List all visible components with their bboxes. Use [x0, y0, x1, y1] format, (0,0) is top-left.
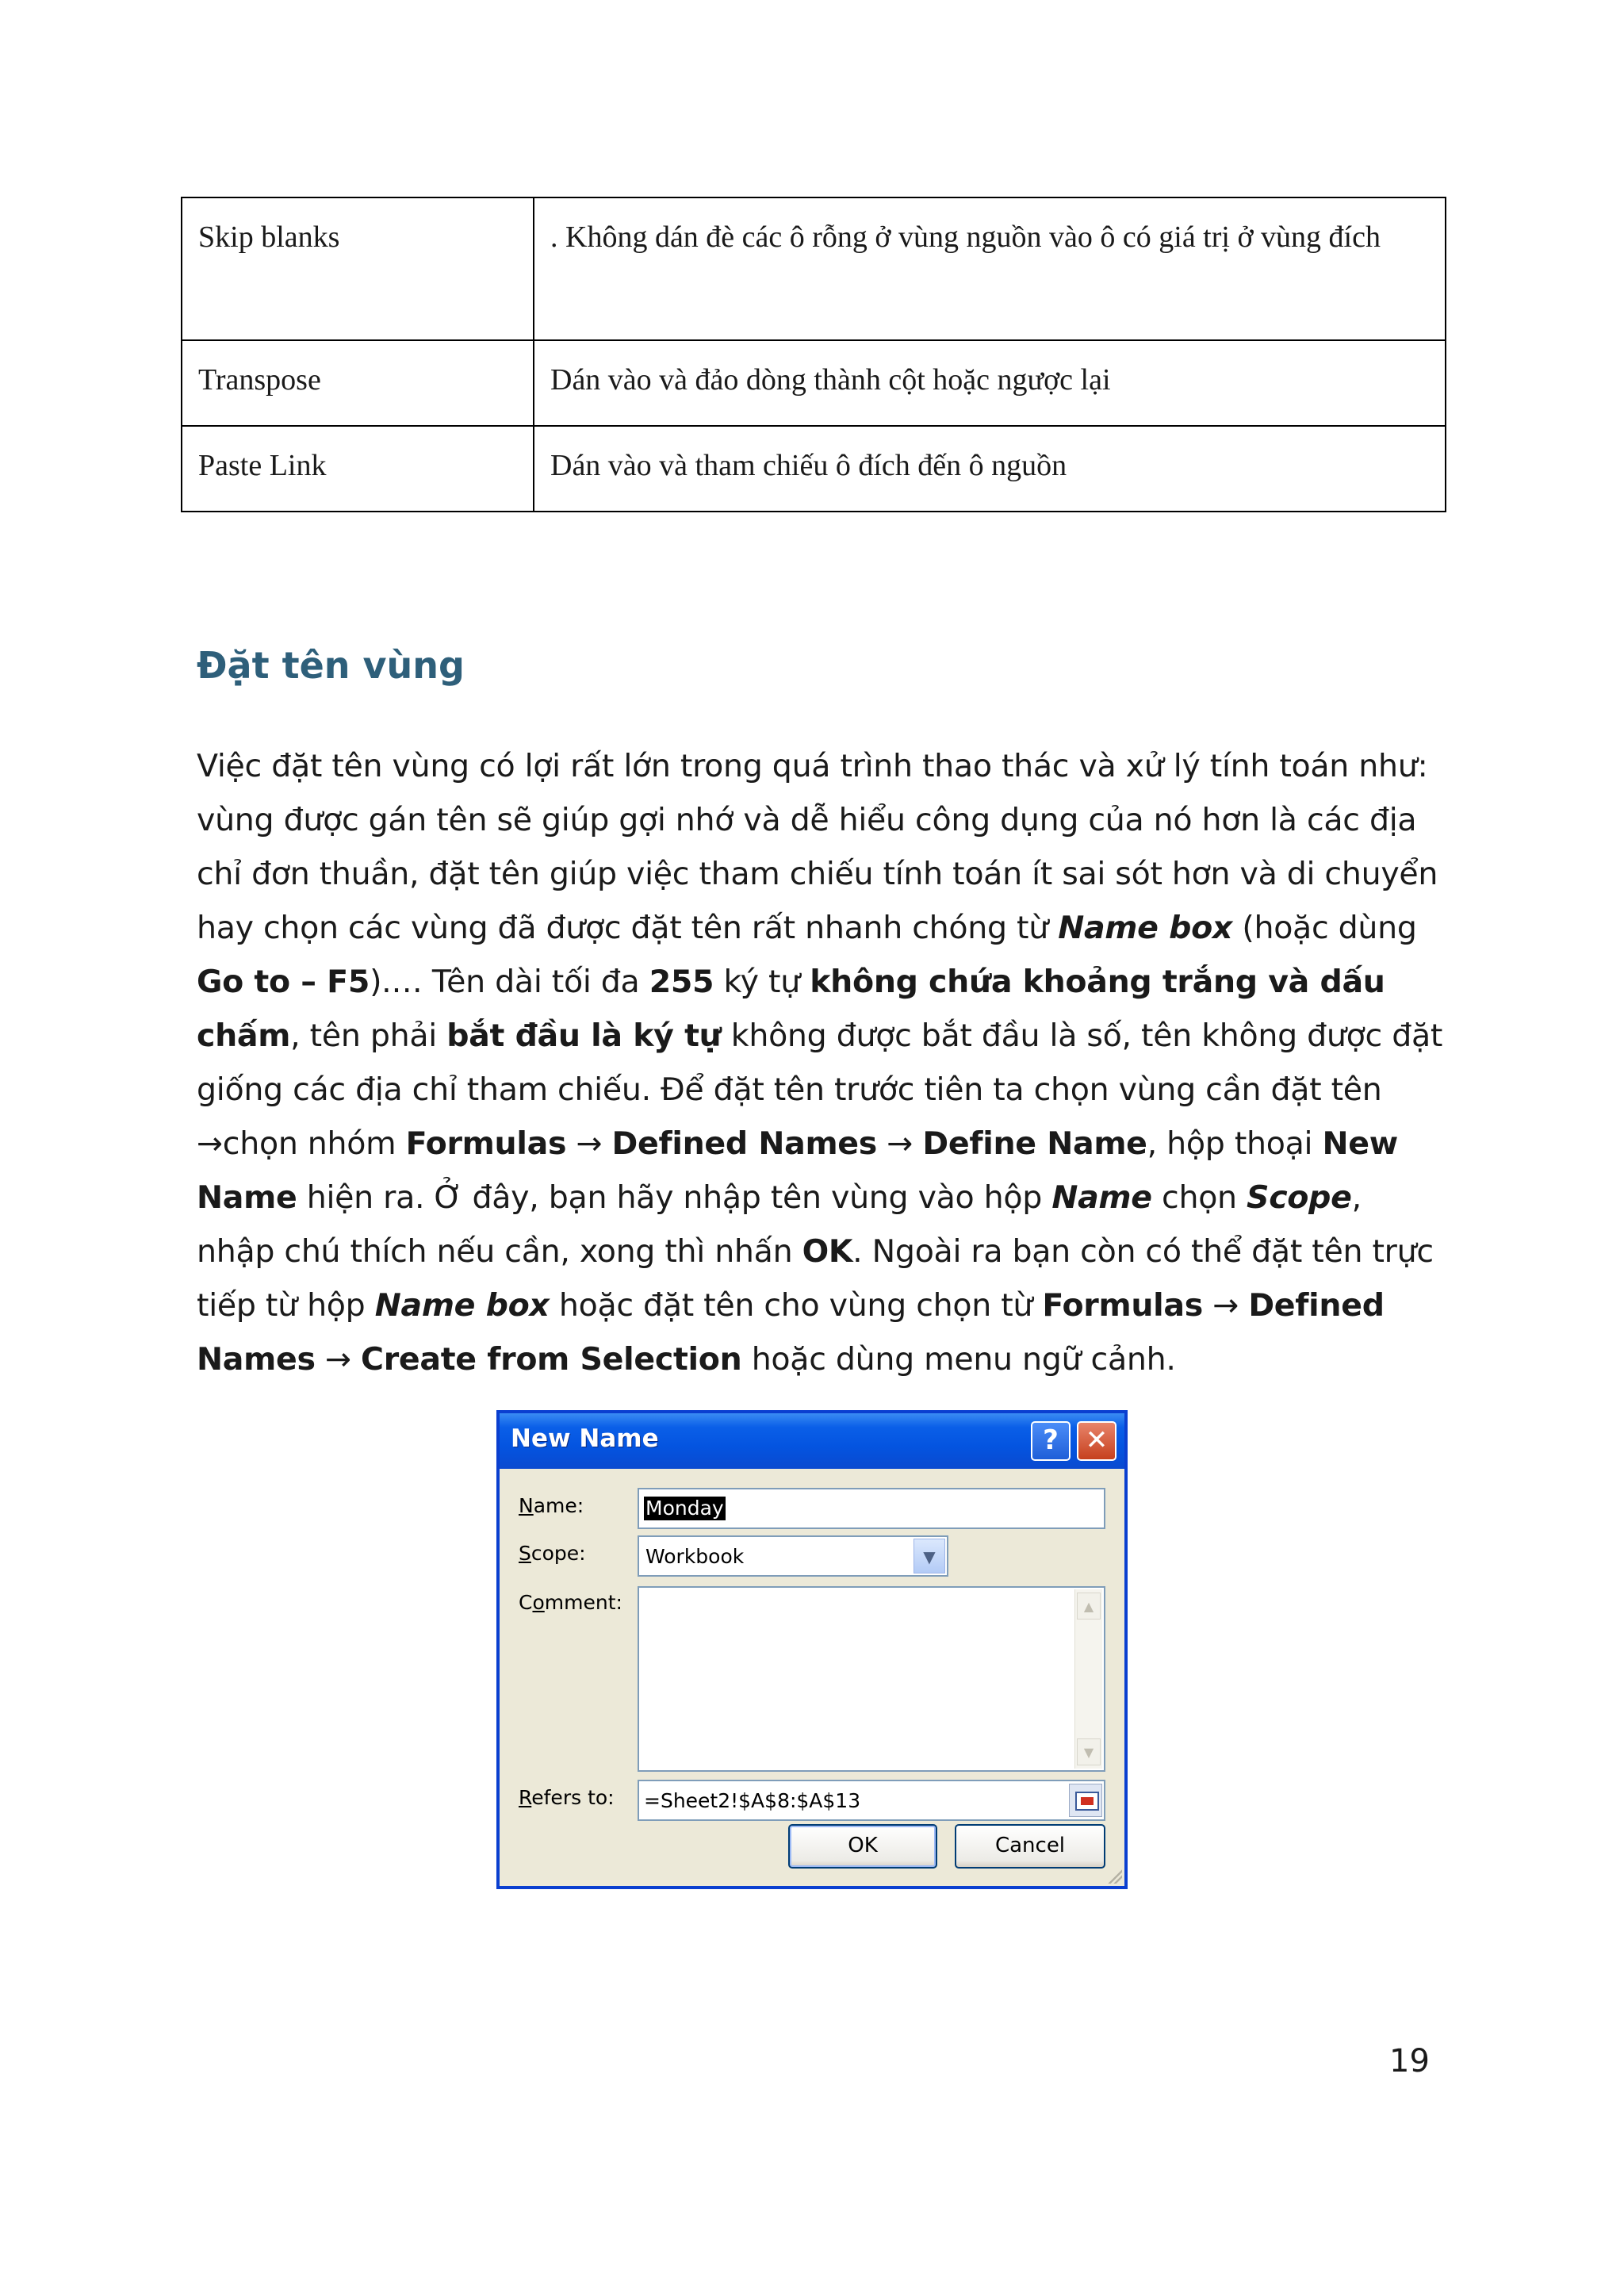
text-run: hoặc đặt tên cho vùng chọn từ: [549, 1287, 1043, 1324]
comment-label: [519, 1591, 622, 1614]
text-run: (hoặc dùng: [1232, 910, 1417, 946]
text-run: chọn nhóm: [222, 1125, 406, 1162]
text-run: ).… Tên dài tối đa: [370, 964, 649, 1000]
text-run: Việc đặt tên vùng có lợi rất lớn trong quá trình thao thác và xử lý tính toán như: vùng được gán tên sẽ giúp gợi nhớ và dễ hiểu công dụng của nó hơn là các địa chỉ đơn thuần, đặt tên giúp việc tham chiếu tính toán ít sai sót hơn và di chuyển hay chọn các vùng đã được đặt tên rất nhanh chóng từ: [197, 748, 1438, 946]
table-row: [182, 197, 1446, 340]
description-cell: Dán vào và đảo dòng thành cột hoặc ngược lại: [534, 340, 1446, 426]
label-text: C: [519, 1591, 533, 1614]
comment-textarea[interactable]: [638, 1586, 1105, 1772]
option-cell: Skip blanks: [182, 197, 534, 340]
description-cell: Dán vào và tham chiếu ô đích đến ô nguồn: [534, 426, 1446, 512]
option-cell: Paste Link: [182, 426, 534, 512]
name-label: [519, 1494, 584, 1517]
label-text: efers to:: [531, 1786, 615, 1809]
refers-to-label: [519, 1786, 615, 1809]
formulas-term: Formulas: [405, 1125, 567, 1162]
text-run: , tên phải: [290, 1018, 447, 1054]
text-run: không được bắt đầu là số, tên không được đặt giống các địa chỉ tham chiếu. Để đặt tên trước tiên ta chọn vùng cần đặt tên: [197, 1018, 1443, 1108]
formulas-term: Formulas: [1042, 1287, 1203, 1324]
access-key: S: [519, 1542, 531, 1565]
goto-term: Go to – F5: [197, 964, 370, 1000]
access-key: R: [519, 1786, 532, 1809]
text-run: , hộp thoại: [1147, 1125, 1323, 1162]
help-button[interactable]: ?: [1031, 1421, 1071, 1461]
name-box-term: Name box: [1058, 910, 1233, 946]
page-number: 19: [1389, 2043, 1430, 2079]
collapse-dialog-icon[interactable]: [1069, 1784, 1102, 1817]
dialog-titlebar[interactable]: [500, 1413, 1124, 1469]
refers-to-value: =Sheet2!$A$8:$A$13: [644, 1789, 861, 1812]
text-run: . Ngoài ra bạn còn có thể đặt tên trực tiếp từ hộp: [197, 1233, 1434, 1324]
arrow-up-icon[interactable]: ▲: [1077, 1593, 1101, 1619]
label-text: mment:: [544, 1591, 622, 1614]
option-cell: Transpose: [182, 340, 534, 426]
max-length-term: 255: [649, 964, 714, 1000]
arrow-icon: →: [887, 1125, 914, 1162]
text-run: hoặc dùng menu ngữ cảnh.: [741, 1341, 1176, 1378]
scope-value: Workbook: [645, 1545, 745, 1568]
section-heading: Đặt tên vùng: [197, 644, 465, 687]
refers-to-input[interactable]: [638, 1780, 1105, 1821]
arrow-icon: →: [576, 1125, 603, 1162]
arrow-icon: →: [324, 1341, 351, 1378]
access-key: N: [519, 1494, 534, 1517]
text-run: hiện ra. Ở đây, bạn hãy nhập tên vùng vào hộp: [297, 1179, 1052, 1216]
selection-mark: [1081, 1797, 1094, 1805]
description-cell: . Không dán đè các ô rỗng ở vùng nguồn vào ô có giá trị ở vùng đích: [534, 197, 1446, 340]
text-run: chọn: [1151, 1179, 1247, 1216]
arrow-icon: →: [197, 1125, 223, 1162]
scope-label: [519, 1542, 586, 1565]
defined-names-term: Defined Names: [611, 1125, 878, 1162]
arrow-down-icon[interactable]: ▼: [1077, 1738, 1101, 1765]
chevron-down-icon[interactable]: ▼: [914, 1539, 945, 1573]
name-box-term: Name box: [374, 1287, 550, 1324]
no-space-term: không chứa khoảng trắng và dấu chấm: [197, 964, 1385, 1054]
close-button[interactable]: ✕: [1077, 1421, 1116, 1461]
body-paragraph: [197, 739, 1448, 1386]
resize-grip-icon[interactable]: [1108, 1869, 1122, 1884]
start-char-term: bắt đầu là ký tự: [446, 1018, 722, 1054]
define-name-term: Define Name: [922, 1125, 1147, 1162]
new-name-term: New Name: [197, 1125, 1398, 1216]
table-row: [182, 340, 1446, 426]
name-input[interactable]: [638, 1488, 1105, 1529]
cancel-button[interactable]: Cancel: [955, 1824, 1105, 1869]
arrow-icon: →: [1212, 1287, 1239, 1324]
scope-term: Scope: [1247, 1179, 1352, 1216]
defined-names-term: Defined Names: [197, 1287, 1385, 1378]
text-run: , nhập chú thích nếu cần, xong thì nhấn: [197, 1179, 1362, 1270]
paste-options-table: [181, 197, 1446, 512]
text-run: ký tự: [714, 964, 810, 1000]
ok-term: OK: [802, 1233, 853, 1270]
scope-select[interactable]: [638, 1535, 948, 1577]
comment-scrollbar[interactable]: [1074, 1589, 1102, 1769]
table-row: [182, 426, 1446, 512]
create-from-selection-term: Create from Selection: [361, 1341, 742, 1378]
label-text: cope:: [530, 1542, 586, 1565]
name-value: Monday: [645, 1497, 724, 1520]
access-key: o: [532, 1591, 545, 1614]
label-text: ame:: [533, 1494, 584, 1517]
new-name-dialog: [496, 1410, 1128, 1889]
dialog-title: New Name: [511, 1424, 659, 1453]
ok-button[interactable]: OK: [788, 1824, 937, 1869]
name-term: Name: [1051, 1179, 1152, 1216]
